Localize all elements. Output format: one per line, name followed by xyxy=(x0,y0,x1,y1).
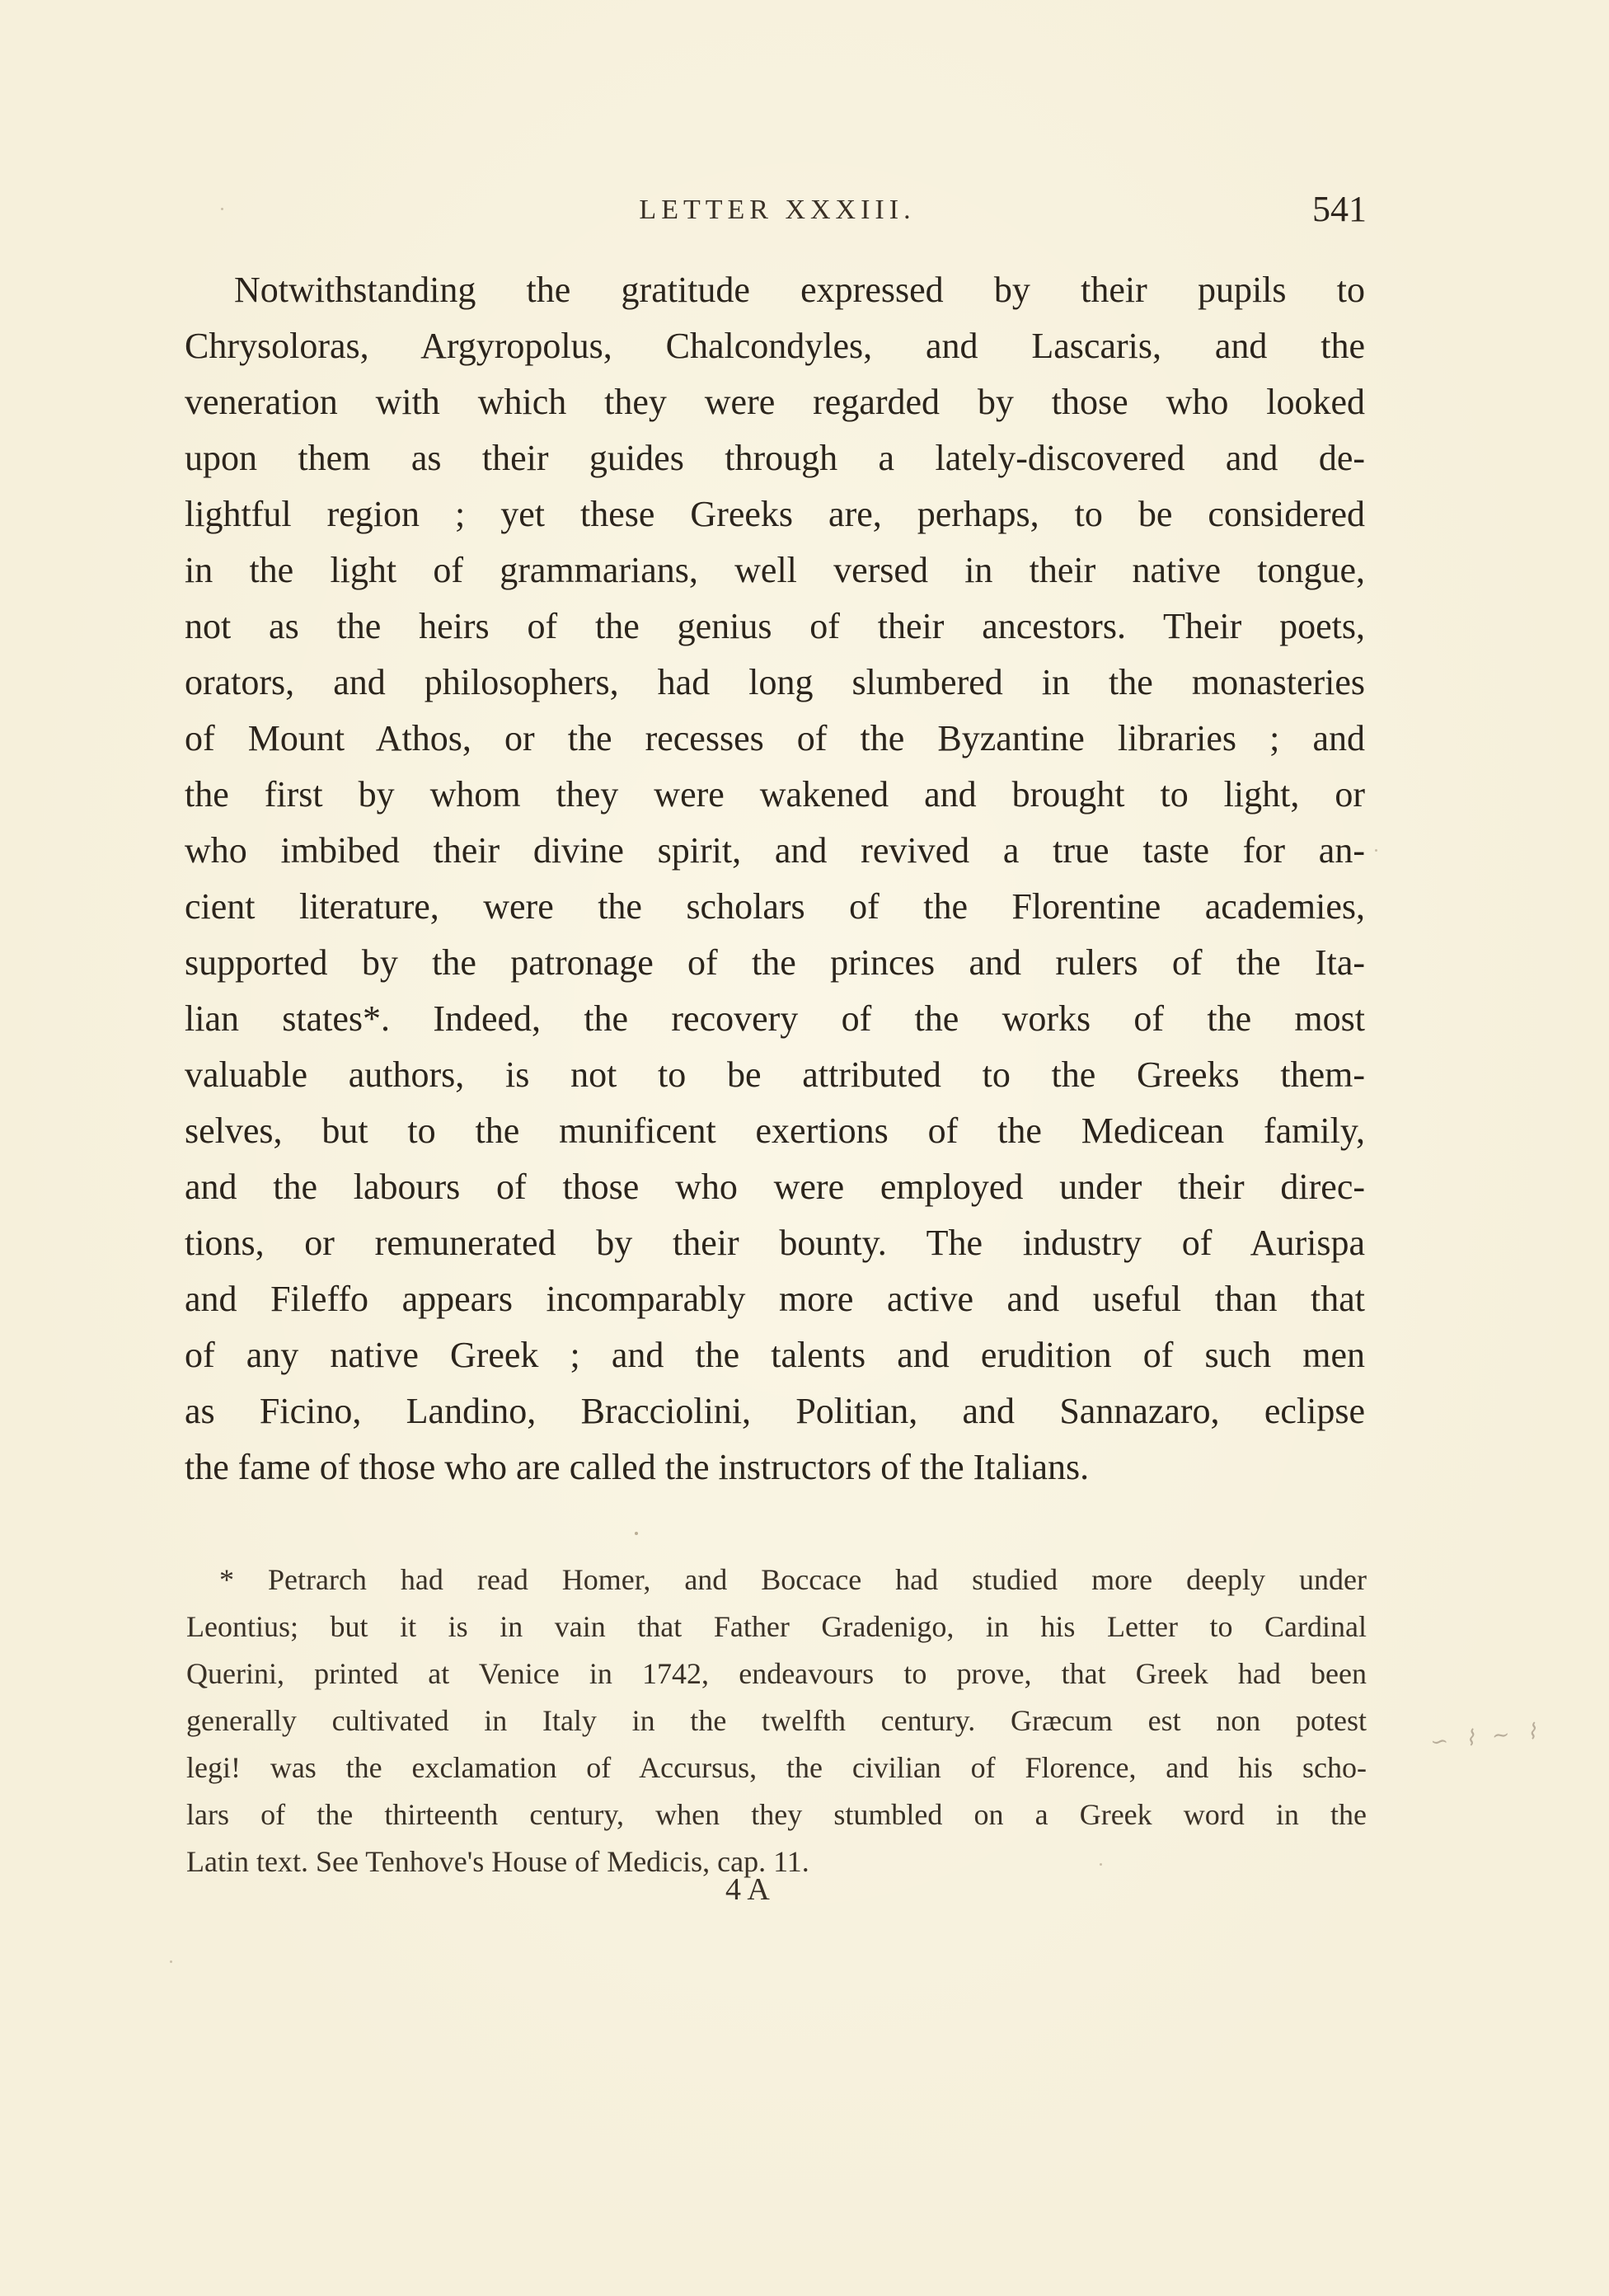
paper-speck xyxy=(1100,1863,1102,1866)
body-line: of Mount Athos, or the recesses of the Byzantine libraries ; and xyxy=(185,718,1365,758)
body-line: the first by whom they were wakened and brought to light, or xyxy=(185,774,1365,815)
body-line: who imbibed their divine spirit, and revived a true taste for an- xyxy=(185,830,1365,871)
footnote-line: Querini, printed at Venice in 1742, endeavours to prove, that Greek had been xyxy=(186,1657,1367,1690)
body-line: tions, or remunerated by their bounty. The industry of Aurispa xyxy=(185,1223,1365,1263)
footnote-line: lars of the thirteenth century, when they stumbled on a Greek word in the xyxy=(186,1798,1367,1831)
footnote-line: Leontius; but it is in vain that Father Gradenigo, in his Letter to Cardinal xyxy=(186,1610,1367,1643)
footnote-line: Latin text. See Tenhove's House of Medicis, cap. 11. xyxy=(186,1845,809,1878)
page-number: 541 xyxy=(1312,189,1367,229)
body-line: lightful region ; yet these Greeks are, perhaps, to be considered xyxy=(185,494,1365,534)
body-line: lian states*. Indeed, the recovery of the works of the most xyxy=(185,998,1365,1039)
pencil-scribble-mark: ∽ ⌇ ∼ ⌇ xyxy=(1428,1718,1543,1756)
body-line: Notwithstanding the gratitude expressed by their pupils to xyxy=(234,270,1365,310)
body-line: valuable authors, is not to be attributed to the Greeks them- xyxy=(185,1054,1365,1095)
running-head xyxy=(188,188,1367,234)
footnote-line: * Petrarch had read Homer, and Boccace had studied more deeply under xyxy=(219,1563,1367,1596)
signature-mark: 4 A xyxy=(725,1872,770,1907)
body-line: and the labours of those who were employed under their direc- xyxy=(185,1167,1365,1207)
footnote-separator xyxy=(635,1532,638,1535)
body-line: the fame of those who are called the instructors of the Italians. xyxy=(185,1447,1090,1487)
body-line: veneration with which they were regarded by those who looked xyxy=(185,382,1365,422)
paper-speck xyxy=(1375,849,1377,852)
body-line: as Ficino, Landino, Bracciolini, Politian, and Sannazaro, eclipse xyxy=(185,1391,1365,1431)
body-line: not as the heirs of the genius of their ancestors. Their poets, xyxy=(185,606,1365,646)
body-line: in the light of grammarians, well versed in their native tongue, xyxy=(185,550,1365,590)
paper-speck xyxy=(170,1960,172,1963)
running-title: LETTER XXXIII. xyxy=(639,195,916,225)
body-paragraph xyxy=(185,262,1365,1495)
footnote-line: generally cultivated in Italy in the twelfth century. Græcum est non potest xyxy=(186,1704,1367,1737)
body-line: supported by the patronage of the princes and rulers of the Ita- xyxy=(185,942,1365,983)
paper-speck xyxy=(221,208,223,210)
body-line: and Fileffo appears incomparably more active and useful than that xyxy=(185,1279,1365,1319)
body-line: upon them as their guides through a lately-discovered and de- xyxy=(185,438,1365,478)
body-line: selves, but to the munificent exertions of the Medicean family, xyxy=(185,1110,1365,1151)
footnote-line: legi! was the exclamation of Accursus, the civilian of Florence, and his scho- xyxy=(186,1751,1367,1784)
body-line: cient literature, were the scholars of the Florentine academies, xyxy=(185,886,1365,927)
body-line: Chrysoloras, Argyropolus, Chalcondyles, and Lascaris, and the xyxy=(185,326,1365,366)
body-line: of any native Greek ; and the talents and erudition of such men xyxy=(185,1335,1365,1375)
footnote xyxy=(186,1556,1367,1885)
body-line: orators, and philosophers, had long slumbered in the monasteries xyxy=(185,662,1365,702)
